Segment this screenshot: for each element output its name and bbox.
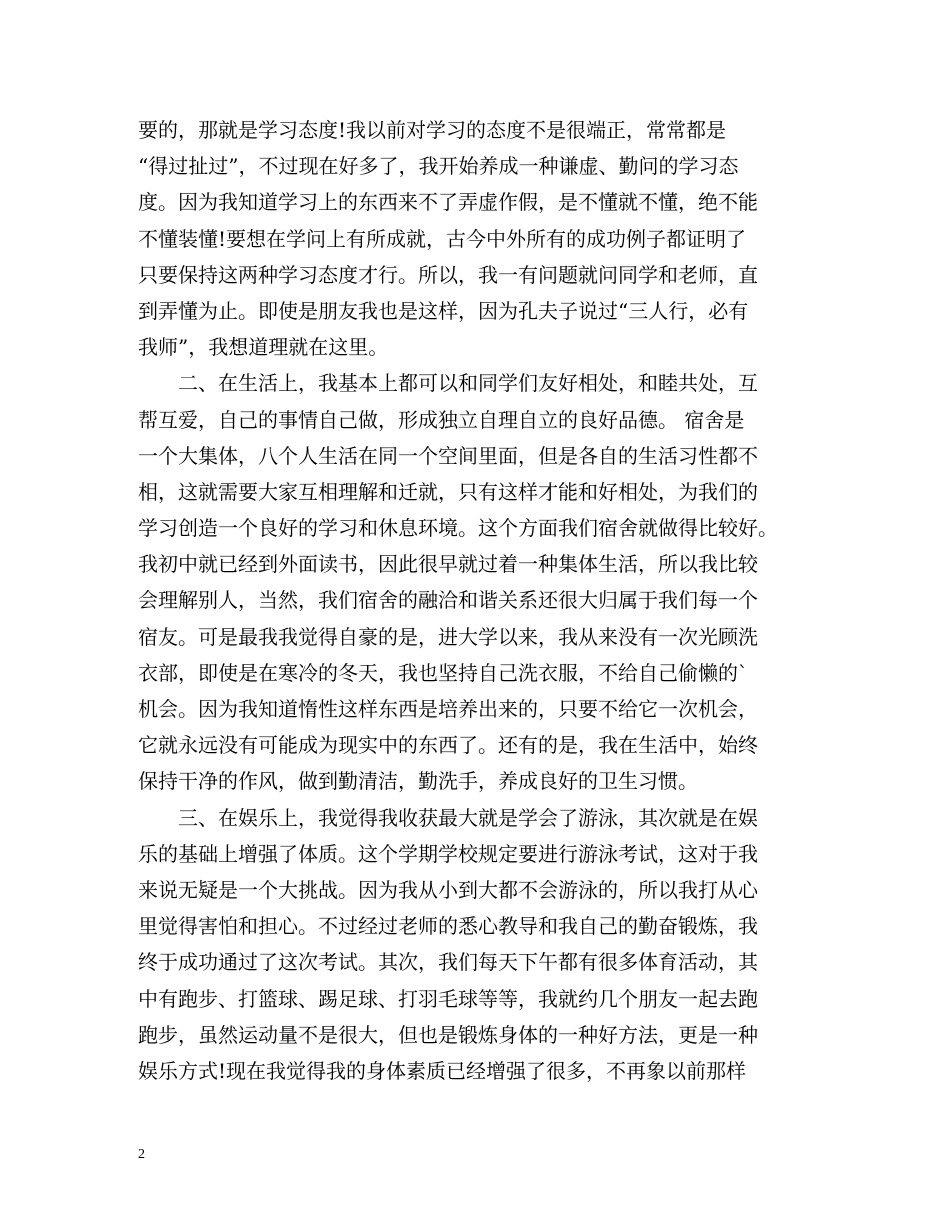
text-line: 它就永远没有可能成为现实中的东西了。还有的是，我在生活中，始终 bbox=[138, 733, 758, 758]
text-line: 度。因为我知道学习上的东西来不了弄虚作假，是不懂就不懂，绝不能 bbox=[138, 190, 758, 215]
text-line: 中有跑步、打篮球、踢足球、打羽毛球等等，我就约几个朋友一起去跑 bbox=[138, 986, 758, 1011]
text-line: 终于成功通过了这次考试。其次，我们每天下午都有很多体育活动，其 bbox=[138, 950, 758, 975]
text-line: 一个大集体，八个人生活在同一个空间里面，但是各自的生活习性都不 bbox=[138, 443, 758, 468]
body-text bbox=[138, 112, 818, 1089]
text-line: 相，这就需要大家互相理解和迁就，只有这样才能和好相处，为我们的 bbox=[138, 479, 758, 504]
text-line: 机会。因为我知道惰性这样东西是培养出来的，只要不给它一次机会， bbox=[138, 697, 758, 721]
text-line: 宿友。可是最我我觉得自豪的是，进大学以来，我从来没有一次光顾洗 bbox=[138, 624, 758, 649]
text-line: 到弄懂为止。即使是朋友我也是这样，因为孔夫子说过“三人行，必有 bbox=[138, 298, 749, 323]
text-line: 乐的基础上增强了体质。这个学期学校规定要进行游泳考试，这对于我 bbox=[138, 841, 758, 866]
text-line: 二、在生活上，我基本上都可以和同学们友好相处，和睦共处，互 bbox=[138, 371, 758, 396]
text-line: 跑步，虽然运动量不是很大，但也是锻炼身体的一种好方法，更是一种 bbox=[138, 1022, 758, 1047]
text-line: 帮互爱，自己的事情自己做，形成独立自理自立的良好品德。 宿舍是 bbox=[138, 407, 745, 432]
text-line: 不懂装懂!要想在学问上有所成就，古今中外所有的成功例子都证明了 bbox=[138, 226, 747, 251]
text-line: 来说无疑是一个大挑战。因为我从小到大都不会游泳的，所以我打从心 bbox=[138, 877, 758, 902]
text-line: 会理解别人，当然，我们宿舍的融洽和谐关系还很大归属于我们每一个 bbox=[138, 588, 758, 613]
text-line: 保持干净的作风，做到勤清洁，勤洗手，养成良好的卫生习惯。 bbox=[138, 769, 698, 794]
text-line: 三、在娱乐上，我觉得我收获最大就是学会了游泳，其次就是在娱 bbox=[138, 805, 758, 830]
text-line: 我初中就已经到外面读书，因此很早就过着一种集体生活，所以我比较 bbox=[138, 552, 758, 577]
text-line: 衣部，即使是在寒冷的冬天，我也坚持自己洗衣服，不给自己偷懒的` bbox=[138, 660, 748, 685]
text-line: 我师”，我想道理就在这里。 bbox=[138, 335, 389, 360]
text-line: 里觉得害怕和担心。不过经过老师的悉心教导和我自己的勤奋锻炼，我 bbox=[138, 914, 758, 939]
text-line: 娱乐方式!现在我觉得我的身体素质已经增强了很多，不再象以前那样 bbox=[138, 1058, 747, 1083]
text-line: 要的，那就是学习态度!我以前对学习的态度不是很端正，常常都是 bbox=[138, 118, 727, 142]
text-line: 只要保持这两种学习态度才行。所以，我一有问题就问同学和老师，直 bbox=[138, 262, 758, 287]
text-line: “得过扯过”，不过现在好多了，我开始养成一种谦虚、勤问的学习态 bbox=[138, 154, 739, 179]
page-number: 2 bbox=[138, 1147, 145, 1162]
text-line: 学习创造一个良好的学习和休息环境。这个方面我们宿舍就做得比较好。 bbox=[138, 516, 778, 541]
